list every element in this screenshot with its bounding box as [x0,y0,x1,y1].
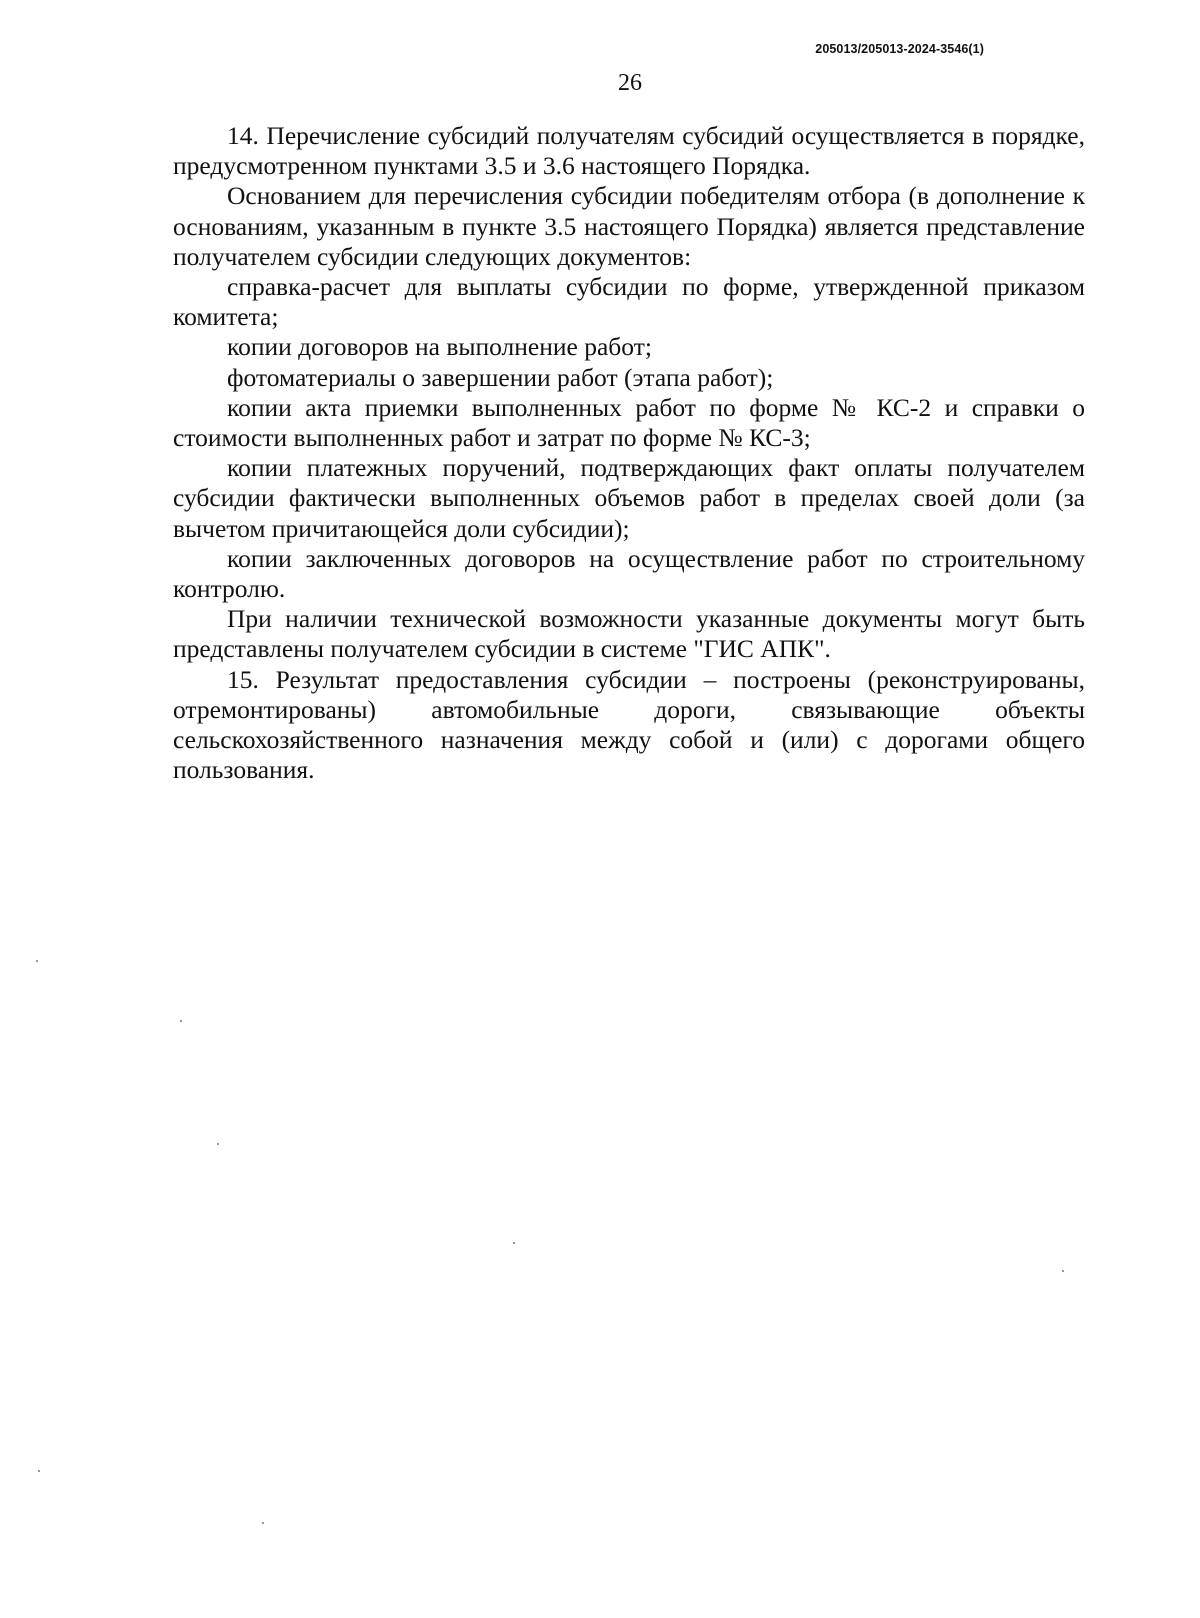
list-item-photos: фотоматериалы о завершении работ (этапа работ); [227,362,774,392]
paragraph-14-transfer: 14. Перечисление субсидий получателям субсидий осуществляется в порядке, предусмотренном пунктами 3.5 и 3.6 настоящего Порядка. [173,121,1085,181]
list-item-contracts: копии договоров на выполнение работ; [227,332,652,362]
list-item-construction-control: копии заключенных договоров на осуществление работ по строительному контролю. [173,543,1085,604]
document-id: 205013/205013-2024-3546(1) [815,42,984,56]
scan-speck [38,1470,40,1472]
scan-speck [217,1143,219,1145]
scan-speck [36,960,38,962]
document-body [173,121,1085,785]
paragraph-15-result: 15. Результат предоставления субсидии – построены (реконструированы, отремонтированы) автомобильные дороги, связывающие объекты сельскохозяйственного назначения между собой и (или) с дорогами общего пользования. [173,664,1085,785]
paragraph-transfer-basis: Основанием для перечисления субсидии победителям отбора (в дополнение к основаниям, указанным в пункте 3.5 настоящего Порядка) является представление получателем субсидии следующих документов: [173,181,1085,271]
page-number: 26 [618,70,642,96]
list-item-payment-orders: копии платежных поручений, подтверждающих факт оплаты получателем субсидии фактически выполненных объемов работ в пределах своей доли (за вычетом причитающейся доли субсидии); [173,453,1085,543]
scan-speck [262,1522,264,1524]
scan-speck [513,1242,515,1244]
scan-speck [1062,1270,1064,1272]
paragraph-gis-apk: При наличии технической возможности указанные документы могут быть представлены получателем субсидии в системе "ГИС АПК". [173,604,1085,664]
scan-speck [180,1020,182,1022]
list-item-calculation: справка-расчет для выплаты субсидии по форме, утвержденной приказом комитета; [173,272,1085,332]
list-item-ks-acts: копии акта приемки выполненных работ по форме № КС-2 и справки о стоимости выполненных работ и затрат по форме № КС-3; [173,392,1085,453]
